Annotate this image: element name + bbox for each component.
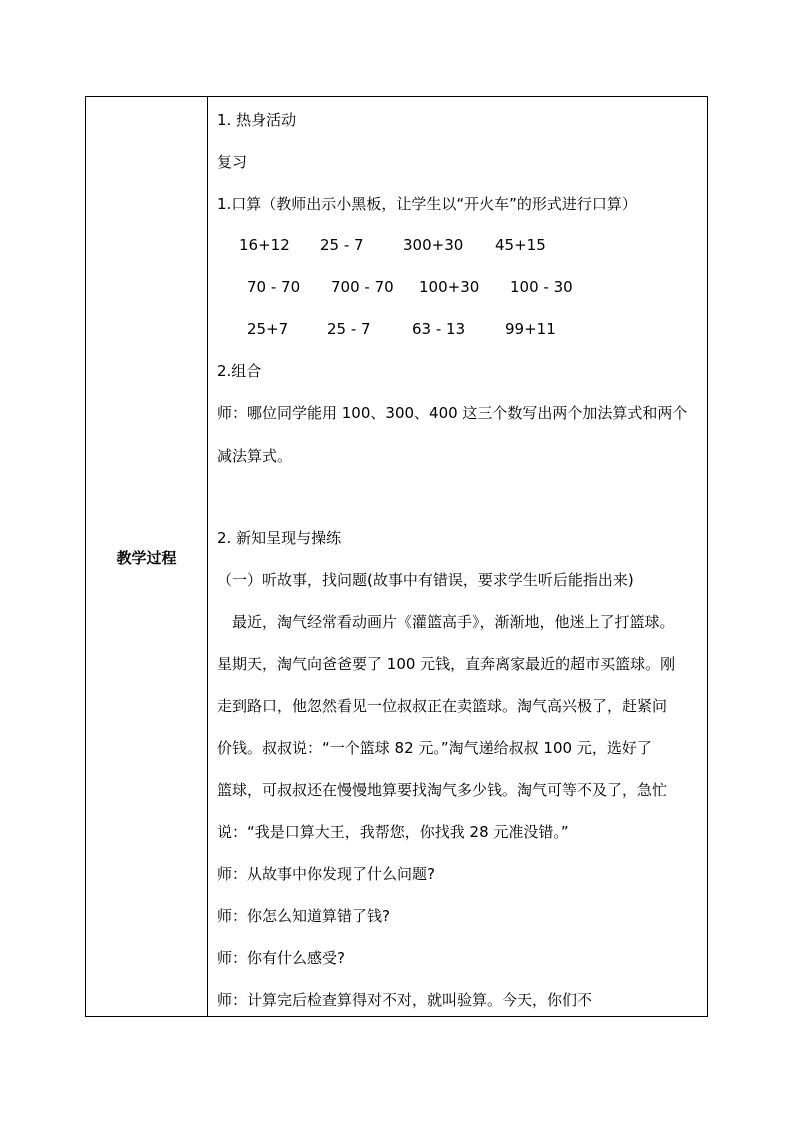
calc-item: 25 - 7 <box>327 320 371 338</box>
oral-calc-instruction: 1.口算（教师出示小黑板，让学生以“开火车”的形式进行口算） <box>217 195 637 213</box>
calc-item: 70 - 70 <box>247 278 301 296</box>
column-divider <box>207 97 208 1016</box>
teacher-question: 师：从故事中你发现了什么问题? <box>217 865 435 883</box>
calc-item: 100 - 30 <box>510 278 573 296</box>
calc-item: 16+12 <box>239 236 290 254</box>
story-line: 价钱。叔叔说：“一个篮球 82 元。”淘气递给叔叔 100 元，选好了 <box>217 739 652 757</box>
calc-item: 99+11 <box>505 320 556 338</box>
calc-item: 100+30 <box>419 278 480 296</box>
teacher-question-cont: 减法算式。 <box>217 447 293 465</box>
combination-label: 2.组合 <box>217 362 262 380</box>
teacher-question: 师：你怎么知道算错了钱? <box>217 907 390 925</box>
story-line: 星期天，淘气向爸爸要了 100 元钱，直奔离家最近的超市买篮球。刚 <box>217 655 676 673</box>
calc-item: 63 - 13 <box>412 320 466 338</box>
lesson-table <box>85 96 708 1017</box>
calc-item: 45+15 <box>495 236 546 254</box>
story-line: 说：“我是口算大王，我帮您，你找我 28 元准没错。” <box>217 823 569 841</box>
teacher-question: 师：你有什么感受? <box>217 949 345 967</box>
calc-item: 700 - 70 <box>331 278 394 296</box>
review-label: 复习 <box>217 153 248 171</box>
calc-item: 300+30 <box>403 236 464 254</box>
section-label: 教学过程 <box>116 549 177 567</box>
story-line: 最近，淘气经常看动画片《灌篮高手》，渐渐地，他迷上了打篮球。 <box>232 613 675 631</box>
new-knowledge-heading: 2. 新知呈现与操练 <box>217 529 342 547</box>
calc-item: 25+7 <box>247 320 289 338</box>
story-intro: （一）听故事，找问题(故事中有错误，要求学生听后能指出来) <box>217 571 634 589</box>
teacher-question: 师：哪位同学能用 100、300、400 这三个数写出两个加法算式和两个 <box>217 404 688 422</box>
story-line: 篮球，可叔叔还在慢慢地算要找淘气多少钱。淘气可等不及了，急忙 <box>217 781 668 799</box>
story-line: 走到路口，他忽然看见一位叔叔正在卖篮球。淘气高兴极了，赶紧问 <box>217 697 668 715</box>
warmup-heading: 1. 热身活动 <box>217 111 297 129</box>
teacher-question: 师：计算完后检查算得对不对，就叫验算。今天，你们不 <box>217 991 593 1009</box>
calc-item: 25 - 7 <box>320 236 364 254</box>
